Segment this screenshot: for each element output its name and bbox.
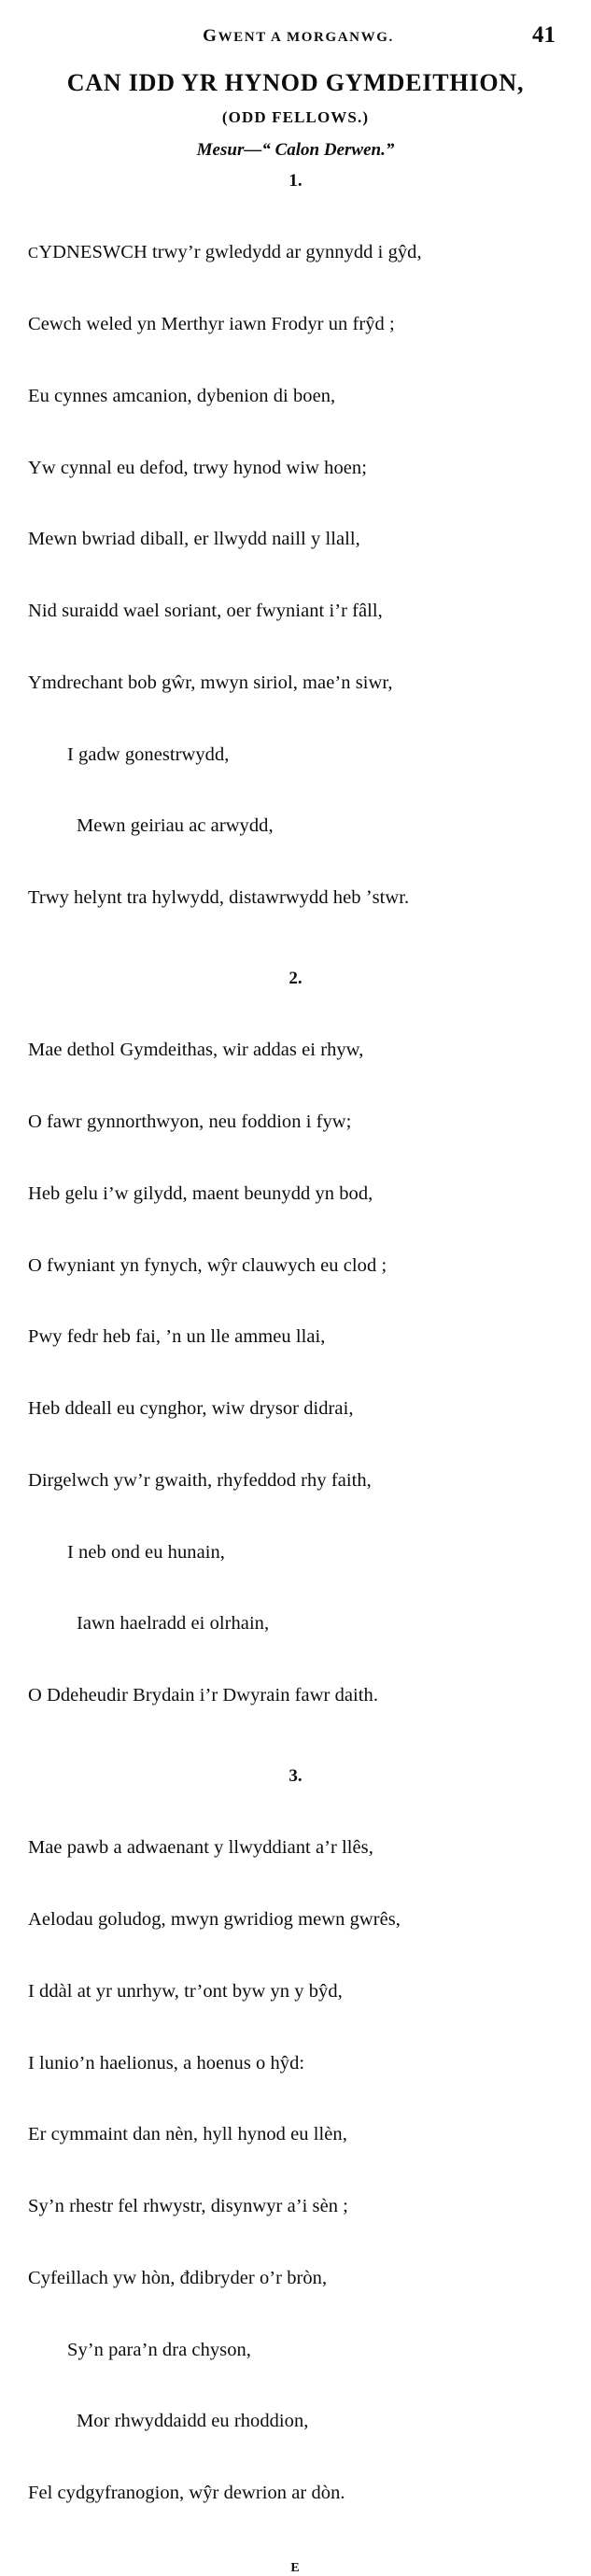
verse-line: Mewn geiriau ac arwydd, <box>77 815 274 837</box>
verse-line: Iawn haelradd ei olrhain, <box>77 1613 270 1635</box>
running-head-title-text: GWENT A MORGANWG. <box>203 26 394 46</box>
verse-line: I neb ond eu hunain, <box>67 1541 225 1563</box>
page-title: CAN IDD YR HYNOD GYMDEITHION, <box>66 69 525 96</box>
verse-line: Cewch weled yn Merthyr iawn Frodyr un frŷd ; <box>28 313 395 334</box>
catchword-signature: E <box>290 2561 301 2575</box>
verse-line-text: YDNESWCH trwy’r gwledydd ar gynnydd i gŷd, <box>38 242 422 263</box>
stanza-3 <box>28 1766 563 2554</box>
stanza-lines <box>28 991 563 1756</box>
verse-line: I gadw gonestrwydd, <box>67 743 230 765</box>
stanza-lines <box>28 1789 563 2554</box>
stanza-number: 1. <box>288 171 303 191</box>
verse-line: Aelodau goludog, mwyn gwridiog mewn gwrês, <box>28 1908 401 1930</box>
verse-line: Mor rhwyddaidd eu rhoddion, <box>77 2411 309 2432</box>
running-head-title <box>28 26 563 47</box>
stanza-number: 3. <box>288 1766 303 1786</box>
verse-line: Mae dethol Gymdeithas, wir addas ei rhyw, <box>28 1040 364 1061</box>
tune-label: Mesur—“ Calon Derwen.” <box>196 140 395 160</box>
verse-line: Heb gelu i’w gilydd, maent beunydd yn bod, <box>28 1182 373 1204</box>
verse-line: Mae pawb a adwaenant y llwyddiant a’r llês, <box>28 1837 373 1859</box>
page-subtitle: (ODD FELLOWS.) <box>221 108 370 126</box>
page-number: 41 <box>532 22 556 48</box>
verse-line: Yw cynnal eu defod, trwy hynod wiw hoen; <box>28 457 367 478</box>
stanza-1 <box>28 171 563 958</box>
stanza-lines <box>28 193 563 958</box>
verse-line: O fawr gynnorthwyon, neu foddion i fyw; <box>28 1111 352 1132</box>
verse-line: I ddàl at yr unrhyw, tr’ont byw yn y bŷd, <box>28 1980 343 2002</box>
verse-line: Sy’n rhestr fel rhwystr, disynwyr a’i sèn ; <box>28 2196 348 2217</box>
verse-line <box>28 241 563 265</box>
verse-line: Ymdrechant bob gŵr, mwyn siriol, mae’n siwr, <box>28 672 393 693</box>
verse-line: Cyfeillach yw hòn, đdibryder o’r bròn, <box>28 2267 328 2288</box>
running-head <box>28 22 563 54</box>
verse-line: Mewn bwriad diball, er llwydd naill y llall, <box>28 529 360 550</box>
verse-line: Nid suraidd wael soriant, oer fwyniant i’r fâll, <box>28 601 383 622</box>
verse-line: Dirgelwch yw’r gwaith, rhyfeddod rhy faith, <box>28 1469 372 1491</box>
verse-line: O fwyniant yn fynych, wŷr clauwych eu clod ; <box>28 1254 387 1276</box>
stanza-number: 2. <box>288 969 303 988</box>
verse-line: Trwy helynt tra hylwydd, distawrwydd heb ʼstwr. <box>28 887 410 909</box>
verse-line: Fel cydgyfranogion, wŷr dewrion ar dòn. <box>28 2483 345 2504</box>
stanza-2 <box>28 969 563 1756</box>
verse-line: Sy’n para’n dra chyson, <box>67 2339 251 2360</box>
verse-line: Heb ddeall eu cynghor, wiw drysor didrai, <box>28 1398 354 1420</box>
verse-line: I lunio’n haelionus, a hoenus o hŷd: <box>28 2052 305 2074</box>
verse-line: O Ddeheudir Brydain i’r Dwyrain fawr daith. <box>28 1685 379 1706</box>
verse-line: Er cymmaint dan nèn, hyll hynod eu llèn, <box>28 2124 347 2145</box>
drop-initial: C <box>28 244 39 262</box>
verse-line: Pwy fedr heb fai, ’n un lle ammeu llai, <box>28 1326 326 1348</box>
verse-line: Eu cynnes amcanion, dybenion di boen, <box>28 385 336 406</box>
